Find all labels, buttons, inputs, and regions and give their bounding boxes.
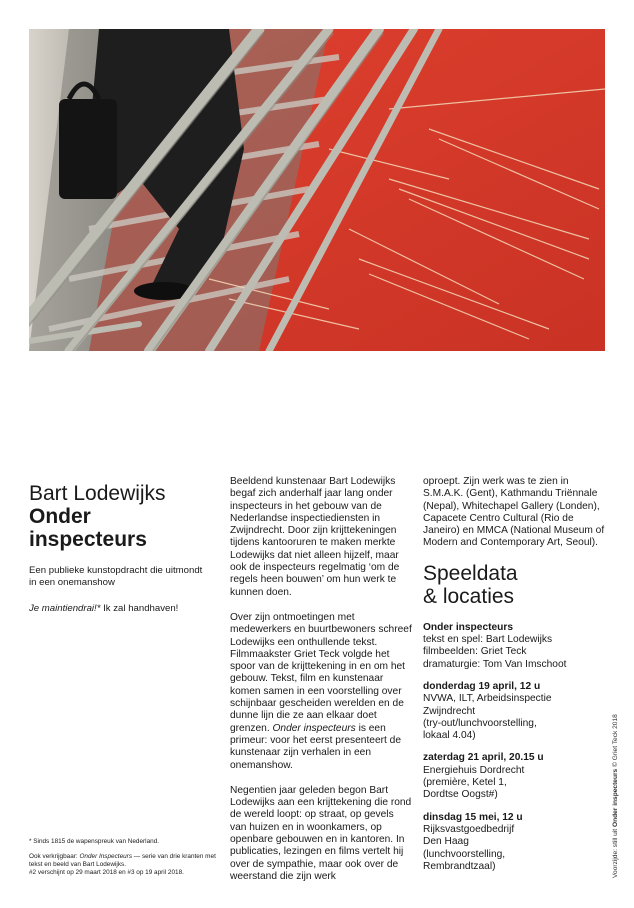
- footnote-motto: * Sinds 1815 de wapenspreuk van Nederland.: [29, 838, 160, 845]
- performance-line: Energiehuis Dordrecht: [423, 764, 525, 776]
- performance-date: donderdag 19 april, 12 u: [423, 680, 541, 692]
- intro-column: [29, 482, 209, 615]
- performance-line: (try-out/lunchvoorstelling,: [423, 717, 537, 729]
- performance: [423, 752, 608, 801]
- title-line-2: inspecteurs: [29, 528, 147, 551]
- paragraph-2: [230, 612, 412, 772]
- performance-line: (première, Ketel 1,: [423, 777, 507, 789]
- schedule-heading-line-1: Speeldata: [423, 561, 518, 585]
- footnote-dates: #2 verschijnt op 29 maart 2018 en #3 op 19 april 2018.: [29, 869, 184, 876]
- performance-line: Zwijndrecht: [423, 705, 476, 717]
- credit-line: filmbeelden: Griet Teck: [423, 646, 527, 658]
- paragraph-4: oproept. Zijn werk was te zien in S.M.A.K. (Gent), Kathmandu Triënnale (Nepal), Whitechapel Gallery (Londen), Capacete Centro Cultural (Rio de Janeiro) en MMCA (National Museum of Modern and Contemporary Art, Seoul).: [423, 476, 605, 549]
- motto-plain: Ik zal handhaven!: [100, 603, 179, 614]
- schedule-column: [423, 476, 608, 883]
- staircase-photo: [29, 29, 605, 351]
- credits: [423, 622, 608, 671]
- performance-line: Den Haag: [423, 836, 469, 848]
- performance: [423, 681, 608, 742]
- title-line-1: Onder: [29, 505, 91, 528]
- paragraph-2-title: Onder inspecteurs: [272, 722, 356, 734]
- credits-title: Onder inspecteurs: [423, 621, 514, 633]
- paragraph-2-b: is een primeur: voor het eerst presenteert de kunstenaar zijn verhalen in een onemanshow.: [230, 722, 402, 771]
- footnote-availability: [29, 853, 219, 877]
- photo-credit: [612, 714, 619, 878]
- credit-line: dramaturgie: Tom Van Imschoot: [423, 658, 567, 670]
- footnote-prefix: Ook verkrijgbaar:: [29, 853, 80, 860]
- credit-line: tekst en spel: Bart Lodewijks: [423, 634, 553, 646]
- performance-line: lokaal 4.04): [423, 730, 476, 742]
- performance-line: Rembrandtzaal): [423, 860, 496, 872]
- performance-line: NVWA, ILT, Arbeidsinspectie: [423, 693, 552, 705]
- photo-credit-prefix: Voorzijde: still uit: [612, 827, 619, 878]
- performance-line: (lunchvoorstelling,: [423, 848, 506, 860]
- photo-credit-title: Onder inspecteurs: [612, 768, 619, 828]
- subtitle: Een publieke kunstopdracht die uitmondt in een onemanshow: [29, 565, 203, 588]
- performance-date: dinsdag 15 mei, 12 u: [423, 811, 523, 823]
- footnote-title: Onder Inspecteurs: [79, 853, 133, 860]
- performance: [423, 812, 608, 873]
- schedule-heading-line-2: & locaties: [423, 584, 515, 608]
- performance-date: zaterdag 21 april, 20.15 u: [423, 752, 544, 764]
- body-column: [230, 476, 412, 896]
- motto: [29, 603, 209, 615]
- footnote-text: — serie van drie kranten met tekst en beeld van Bart Lodewijks.: [29, 853, 216, 868]
- paragraph-1: Beeldend kunstenaar Bart Lodewijks begaf zich anderhalf jaar lang onder inspecteurs in het gebouw van de Nederlandse inspectiediensten in Zwijndrecht. Door zijn krijttekeningen tijdens kantooruren te maken merkte Lodewijks dat niet alleen hijzelf, maar ook de inspecteurs regelmatig ‘om de regels heen bouwen’ om hun werk te kunnen doen.: [230, 476, 400, 598]
- photo-credit-suffix: © Griet Teck 2018: [612, 714, 619, 769]
- artist-name: Bart Lodewijks: [29, 482, 166, 505]
- paragraph-2-a: Over zijn ontmoetingen met medewerkers en buurtbewoners schreef Lodewijks een onthullende tekst. Filmmaakster Griet Teck volgde het spoor van de krijttekening in en om het gebouw. Tekst, film en kunstenaar komen samen in een voorstelling over schijnbaar gescheiden werelden en de dunne lijn die ze aan elkaar doet grenzen.: [230, 611, 412, 734]
- motto-italic: Je maintiendrai!*: [29, 603, 101, 614]
- performance-line: Rijksvastgoedbedrijf: [423, 823, 515, 835]
- paragraph-3: Negentien jaar geleden begon Bart Lodewijks aan een krijttekening die rond de wereld loopt: op straat, op gevels van huizen en in woonkamers, op openbare gebouwen en in kantoren. In publicaties, lezingen en films vertelt hij over de sympathie, maar ook over de weerstand die zijn werk: [230, 784, 412, 882]
- schedule-heading: [423, 562, 608, 608]
- performance-line: Dordtse Oogst#): [423, 789, 498, 801]
